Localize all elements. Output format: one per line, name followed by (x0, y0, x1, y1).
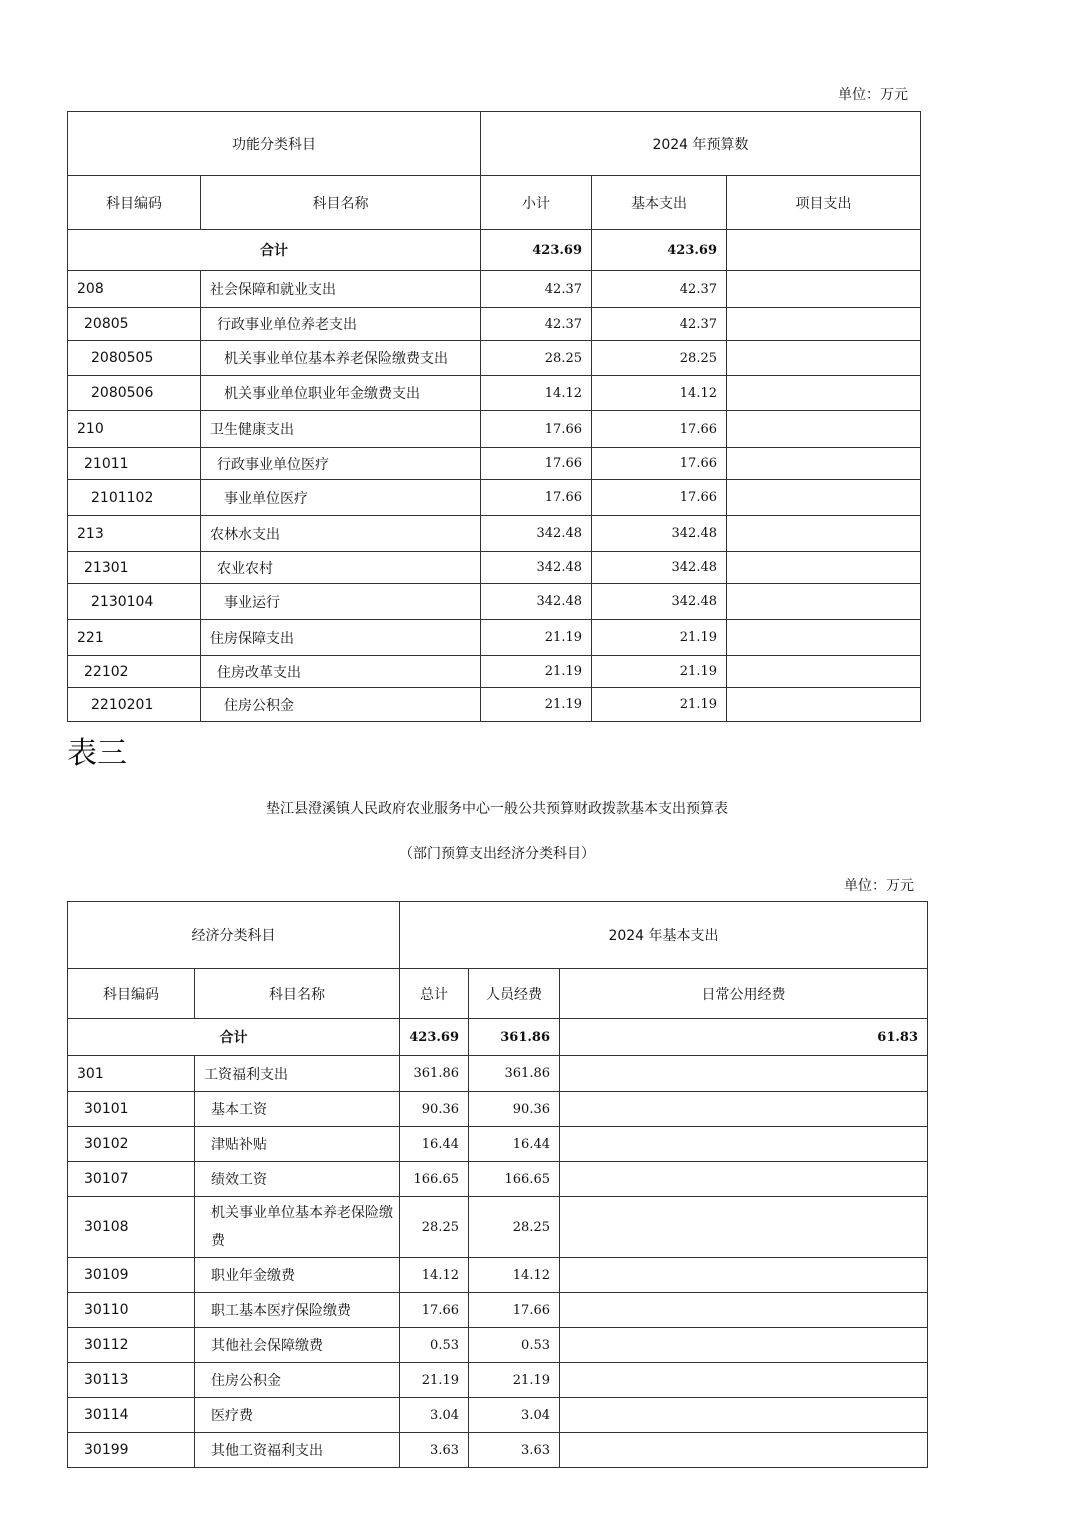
row-code: 22102 (68, 656, 201, 688)
table-row (68, 448, 921, 480)
row-name: 工资福利支出 (195, 1056, 400, 1092)
col-personnel: 人员经费 (469, 969, 560, 1019)
col-code: 科目编码 (68, 176, 201, 230)
row-name: 机关事业单位职业年金缴费支出 (201, 376, 481, 411)
row-total: 166.65 (400, 1162, 469, 1197)
row-name: 行政事业单位医疗 (201, 448, 481, 480)
row-project (727, 411, 921, 448)
table-row (68, 688, 921, 722)
economic-budget-table (67, 901, 928, 1468)
header-economic-category: 经济分类科目 (68, 902, 400, 969)
row-code: 21301 (68, 552, 201, 584)
total-public: 61.83 (560, 1019, 928, 1056)
table-row (68, 1433, 928, 1468)
total-personnel: 361.86 (469, 1019, 560, 1056)
row-name: 津贴补贴 (195, 1127, 400, 1162)
row-code: 30110 (68, 1293, 195, 1328)
row-personnel: 0.53 (469, 1328, 560, 1363)
row-public (560, 1293, 928, 1328)
row-code: 30112 (68, 1328, 195, 1363)
row-public (560, 1433, 928, 1468)
table-row (68, 656, 921, 688)
row-code: 210 (68, 411, 201, 448)
row-total: 3.04 (400, 1398, 469, 1433)
row-code: 30199 (68, 1433, 195, 1468)
row-name: 农业农村 (201, 552, 481, 584)
total-row (68, 1019, 928, 1056)
row-personnel: 17.66 (469, 1293, 560, 1328)
table-row (68, 1363, 928, 1398)
row-personnel: 90.36 (469, 1092, 560, 1127)
row-public (560, 1328, 928, 1363)
table-row (68, 584, 921, 620)
row-basic: 28.25 (592, 341, 727, 376)
functional-budget-table (67, 111, 921, 722)
row-name: 事业运行 (201, 584, 481, 620)
table-row (68, 1398, 928, 1433)
row-subtotal: 342.48 (481, 584, 592, 620)
row-name: 职业年金缴费 (195, 1258, 400, 1293)
col-name: 科目名称 (195, 969, 400, 1019)
row-basic: 21.19 (592, 620, 727, 656)
row-basic: 42.37 (592, 308, 727, 341)
page-subtitle: （部门预算支出经济分类科目） (399, 846, 595, 862)
row-subtotal: 28.25 (481, 341, 592, 376)
row-name: 基本工资 (195, 1092, 400, 1127)
row-project (727, 271, 921, 308)
row-subtotal: 17.66 (481, 480, 592, 516)
row-name: 机关事业单位基本养老保险缴费支出 (201, 341, 481, 376)
row-personnel: 361.86 (469, 1056, 560, 1092)
row-name: 农林水支出 (201, 516, 481, 552)
row-project (727, 620, 921, 656)
row-project (727, 341, 921, 376)
row-code: 30109 (68, 1258, 195, 1293)
row-name: 绩效工资 (195, 1162, 400, 1197)
total-total: 423.69 (400, 1019, 469, 1056)
total-subtotal: 423.69 (481, 230, 592, 271)
row-project (727, 688, 921, 722)
row-public (560, 1363, 928, 1398)
row-code: 21011 (68, 448, 201, 480)
row-personnel: 14.12 (469, 1258, 560, 1293)
row-basic: 14.12 (592, 376, 727, 411)
row-subtotal: 17.66 (481, 411, 592, 448)
row-project (727, 480, 921, 516)
row-total: 3.63 (400, 1433, 469, 1468)
unit-label: 单位：万元 (838, 87, 908, 103)
table-row (68, 1293, 928, 1328)
row-project (727, 552, 921, 584)
row-code: 208 (68, 271, 201, 308)
row-basic: 17.66 (592, 411, 727, 448)
row-name: 其他工资福利支出 (195, 1433, 400, 1468)
row-name: 机关事业单位基本养老保险缴费 (195, 1197, 400, 1258)
row-subtotal: 342.48 (481, 516, 592, 552)
total-row (68, 230, 921, 271)
total-project (727, 230, 921, 271)
row-name: 职工基本医疗保险缴费 (195, 1293, 400, 1328)
row-personnel: 28.25 (469, 1197, 560, 1258)
row-name: 住房改革支出 (201, 656, 481, 688)
table-row (68, 1092, 928, 1127)
table-row (68, 341, 921, 376)
total-basic: 423.69 (592, 230, 727, 271)
row-personnel: 3.63 (469, 1433, 560, 1468)
row-code: 30107 (68, 1162, 195, 1197)
page-title: 垫江县澄溪镇人民政府农业服务中心一般公共预算财政拨款基本支出预算表 (266, 801, 728, 817)
row-subtotal: 14.12 (481, 376, 592, 411)
col-basic: 基本支出 (592, 176, 727, 230)
row-personnel: 16.44 (469, 1127, 560, 1162)
row-public (560, 1162, 928, 1197)
row-basic: 17.66 (592, 480, 727, 516)
row-name: 住房公积金 (195, 1363, 400, 1398)
table-row (68, 1258, 928, 1293)
col-code: 科目编码 (68, 969, 195, 1019)
row-basic: 21.19 (592, 688, 727, 722)
row-personnel: 21.19 (469, 1363, 560, 1398)
row-name: 事业单位医疗 (201, 480, 481, 516)
total-label: 合计 (68, 230, 481, 271)
row-total: 90.36 (400, 1092, 469, 1127)
row-name: 其他社会保障缴费 (195, 1328, 400, 1363)
row-name: 住房公积金 (201, 688, 481, 722)
row-personnel: 3.04 (469, 1398, 560, 1433)
table-row (68, 1162, 928, 1197)
row-code: 20805 (68, 308, 201, 341)
row-total: 16.44 (400, 1127, 469, 1162)
col-name: 科目名称 (201, 176, 481, 230)
total-label: 合计 (68, 1019, 400, 1056)
row-public (560, 1092, 928, 1127)
row-project (727, 656, 921, 688)
row-project (727, 308, 921, 341)
row-code: 301 (68, 1056, 195, 1092)
row-basic: 342.48 (592, 516, 727, 552)
table-row (68, 1197, 928, 1258)
row-subtotal: 42.37 (481, 271, 592, 308)
row-code: 30113 (68, 1363, 195, 1398)
table-row (68, 308, 921, 341)
table-row (68, 1056, 928, 1092)
row-code: 213 (68, 516, 201, 552)
row-total: 28.25 (400, 1197, 469, 1258)
header-basic-expense-2024: 2024 年基本支出 (400, 902, 928, 969)
row-name: 社会保障和就业支出 (201, 271, 481, 308)
header-functional-category: 功能分类科目 (68, 112, 481, 176)
table-row (68, 376, 921, 411)
unit-label: 单位：万元 (844, 878, 914, 894)
col-project: 项目支出 (727, 176, 921, 230)
row-name: 住房保障支出 (201, 620, 481, 656)
row-total: 0.53 (400, 1328, 469, 1363)
row-basic: 17.66 (592, 448, 727, 480)
row-personnel: 166.65 (469, 1162, 560, 1197)
row-code: 2130104 (68, 584, 201, 620)
row-total: 17.66 (400, 1293, 469, 1328)
row-public (560, 1258, 928, 1293)
row-total: 14.12 (400, 1258, 469, 1293)
row-public (560, 1056, 928, 1092)
row-public (560, 1197, 928, 1258)
col-subtotal: 小计 (481, 176, 592, 230)
col-total: 总计 (400, 969, 469, 1019)
row-code: 2101102 (68, 480, 201, 516)
row-subtotal: 342.48 (481, 552, 592, 584)
table-row (68, 552, 921, 584)
row-basic: 342.48 (592, 584, 727, 620)
row-project (727, 584, 921, 620)
table-row (68, 480, 921, 516)
row-project (727, 448, 921, 480)
row-public (560, 1398, 928, 1433)
row-code: 30108 (68, 1197, 195, 1258)
row-code: 2080506 (68, 376, 201, 411)
row-basic: 42.37 (592, 271, 727, 308)
row-public (560, 1127, 928, 1162)
table-row (68, 620, 921, 656)
table-row (68, 1328, 928, 1363)
row-name: 行政事业单位养老支出 (201, 308, 481, 341)
row-code: 221 (68, 620, 201, 656)
table-row (68, 271, 921, 308)
row-subtotal: 42.37 (481, 308, 592, 341)
row-project (727, 376, 921, 411)
table-row (68, 1127, 928, 1162)
header-budget-2024: 2024 年预算数 (481, 112, 921, 176)
col-public: 日常公用经费 (560, 969, 928, 1019)
row-name: 医疗费 (195, 1398, 400, 1433)
row-basic: 21.19 (592, 656, 727, 688)
row-code: 30102 (68, 1127, 195, 1162)
row-code: 2080505 (68, 341, 201, 376)
row-subtotal: 21.19 (481, 656, 592, 688)
row-basic: 342.48 (592, 552, 727, 584)
table-row (68, 411, 921, 448)
row-code: 2210201 (68, 688, 201, 722)
row-code: 30101 (68, 1092, 195, 1127)
row-subtotal: 17.66 (481, 448, 592, 480)
row-subtotal: 21.19 (481, 620, 592, 656)
row-project (727, 516, 921, 552)
row-total: 21.19 (400, 1363, 469, 1398)
section-heading: 表三 (67, 736, 127, 771)
row-name: 卫生健康支出 (201, 411, 481, 448)
row-total: 361.86 (400, 1056, 469, 1092)
row-subtotal: 21.19 (481, 688, 592, 722)
row-code: 30114 (68, 1398, 195, 1433)
table-row (68, 516, 921, 552)
